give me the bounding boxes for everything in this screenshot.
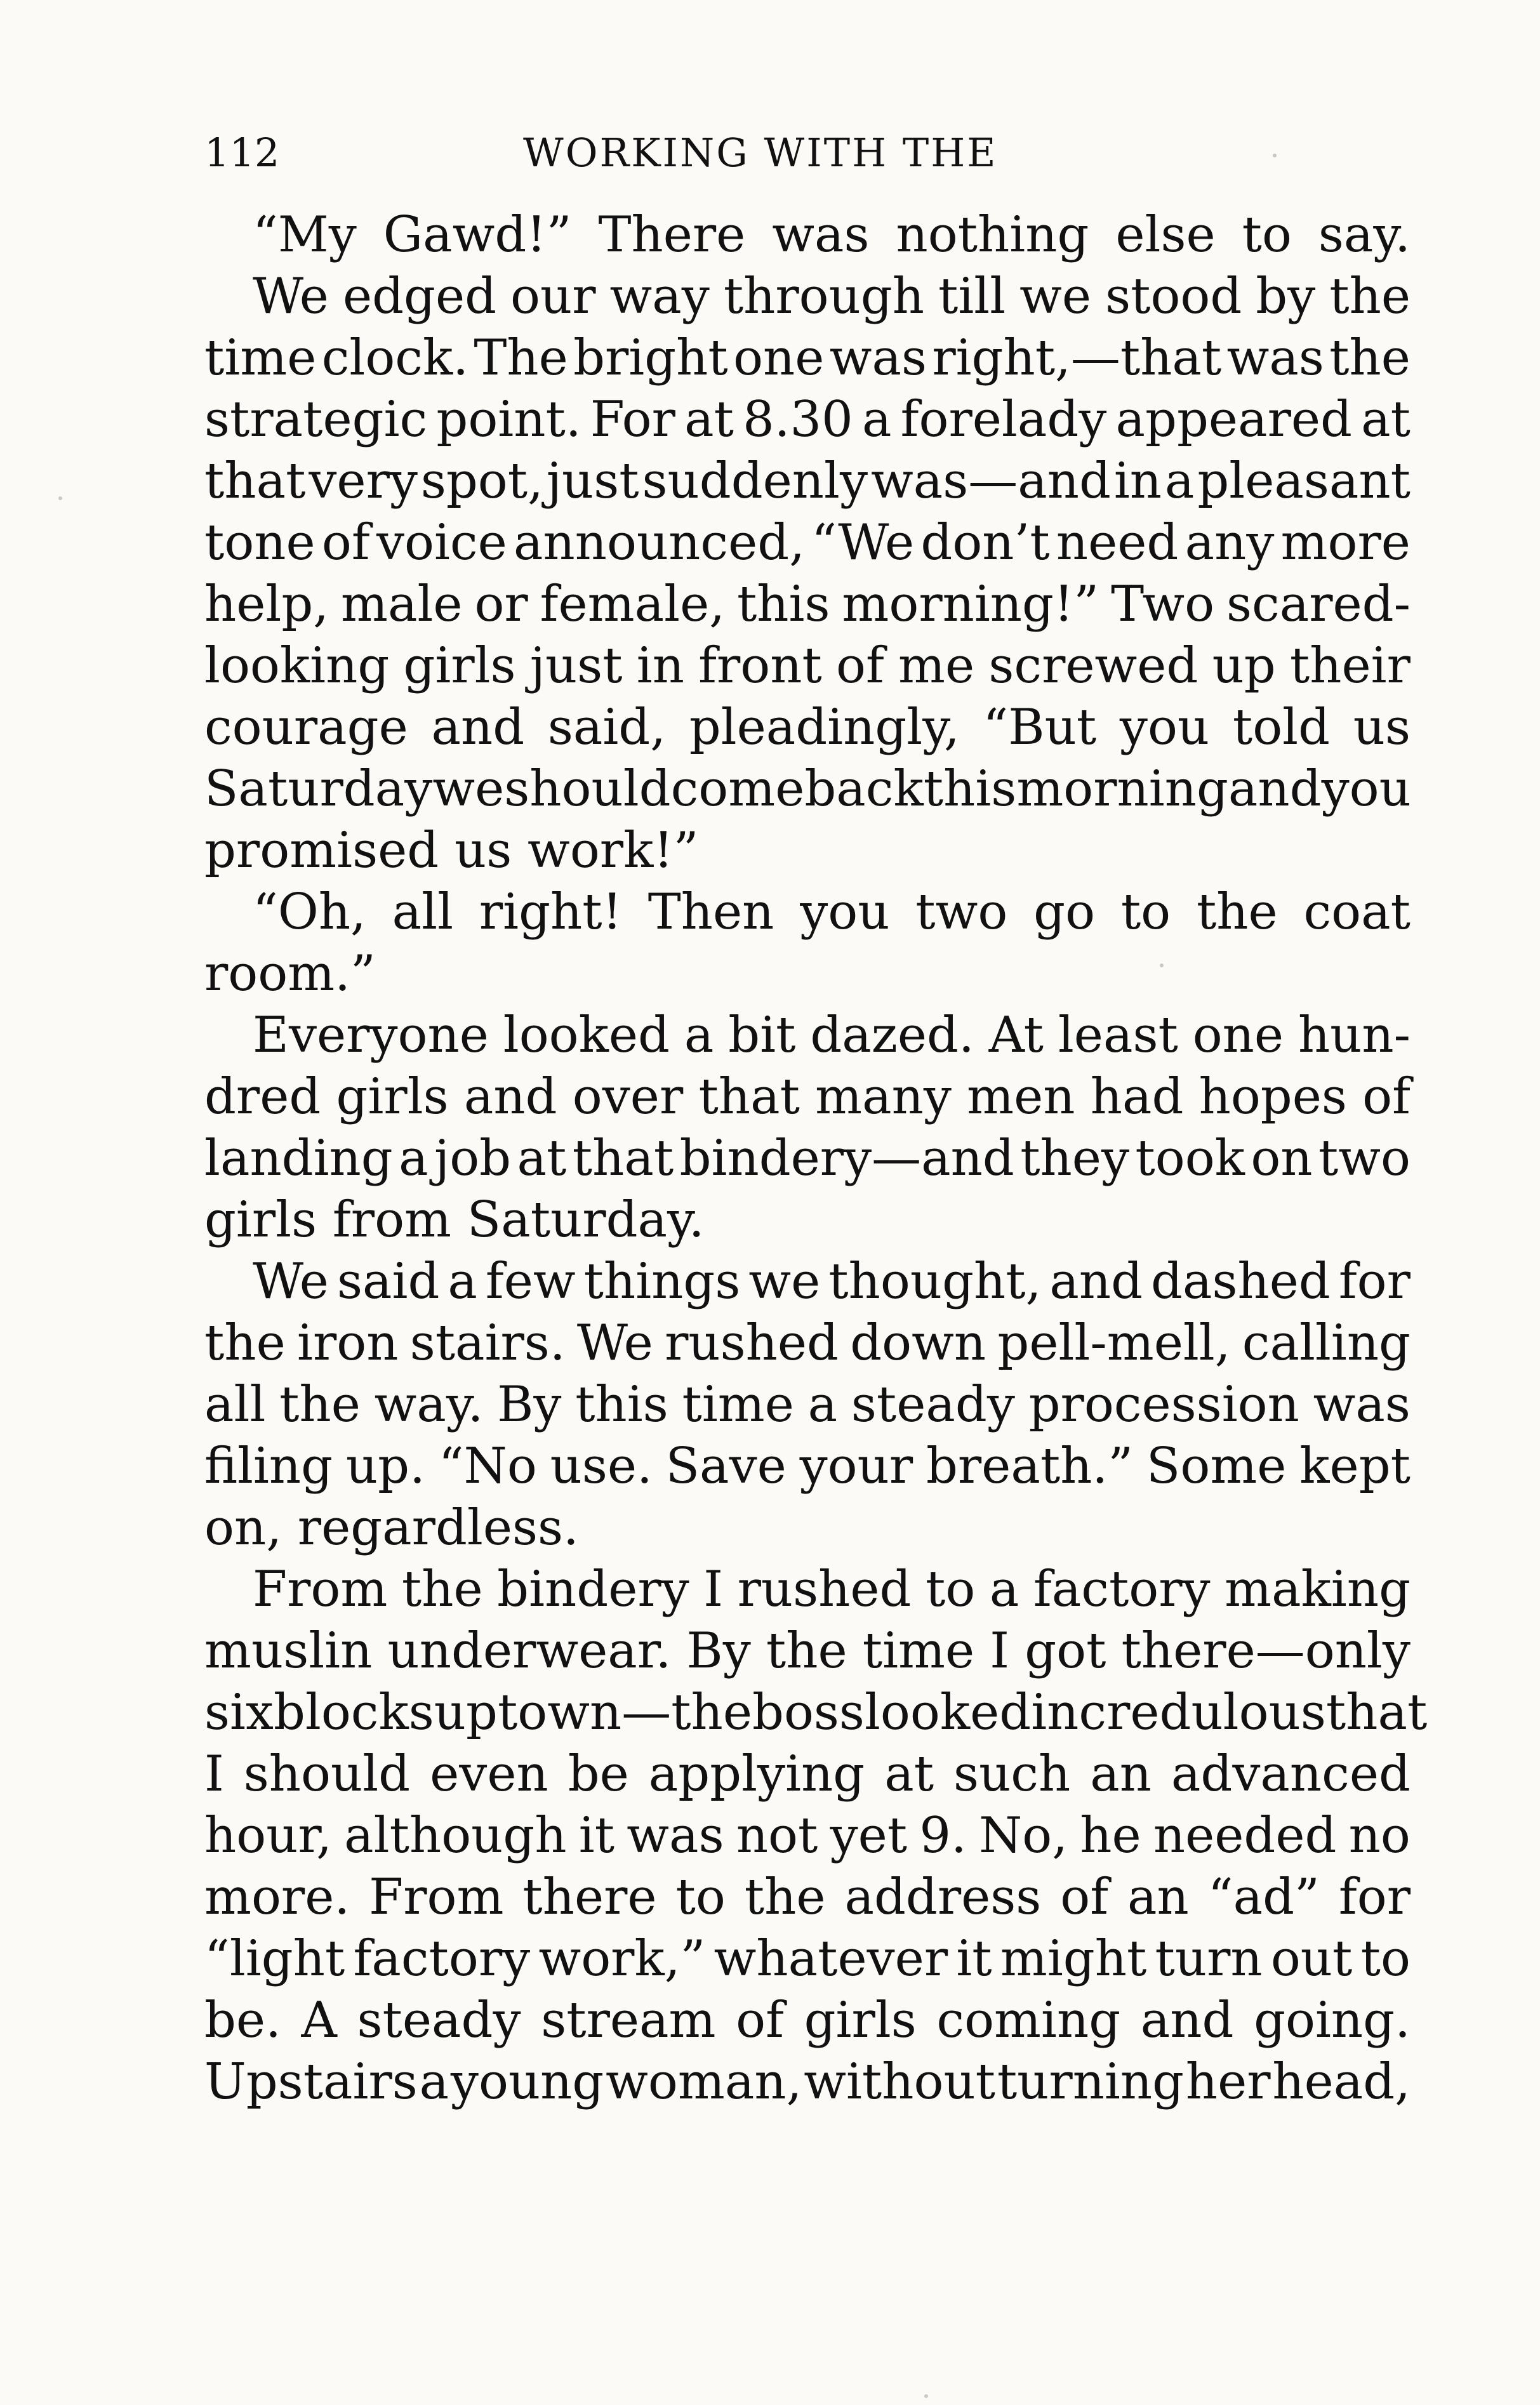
word: in [636, 637, 684, 694]
word: her [1185, 2053, 1271, 2110]
word: the [1329, 329, 1411, 387]
word: got [1025, 1622, 1106, 1680]
word: head, [1272, 2053, 1411, 2110]
text-line [204, 2051, 1411, 2113]
word: else [1115, 206, 1216, 263]
word: for [1338, 1253, 1411, 1310]
word: pleadingly, [689, 699, 960, 756]
text-line: girls from Saturday. [204, 1191, 705, 1249]
text-line [204, 574, 1411, 635]
word: go [1033, 884, 1096, 941]
word: took [1135, 1130, 1245, 1187]
word: at [1361, 391, 1411, 448]
word: that [204, 453, 306, 510]
word: things [583, 1253, 741, 1310]
word: to [1360, 1930, 1411, 1987]
word: of [836, 637, 884, 694]
word: should [243, 1746, 411, 1803]
word: it [956, 1930, 992, 1987]
word: By [497, 1376, 562, 1433]
word: of [1060, 1869, 1109, 1926]
paper-speck [58, 496, 62, 500]
text-line [204, 1374, 1411, 1436]
word: very [309, 453, 418, 510]
word: time [862, 1622, 975, 1680]
word: to [675, 1869, 726, 1926]
word: filing [204, 1438, 333, 1495]
word: bright [573, 329, 728, 387]
word: edged [342, 268, 497, 325]
text-line [204, 451, 1411, 512]
text-line [204, 1867, 1411, 1928]
word: two [915, 884, 1008, 941]
word: right,—that [932, 329, 1222, 387]
word: the [744, 1869, 826, 1926]
word: “ad” [1207, 1869, 1320, 1926]
text-line: on, regardless. [204, 1499, 579, 1556]
text-line [204, 204, 1411, 266]
word: many [815, 1068, 952, 1125]
word: factory [1033, 1561, 1211, 1618]
word: on [1251, 1130, 1313, 1187]
word: few [485, 1253, 576, 1310]
word: coat [1303, 884, 1411, 941]
word: Upstairs [204, 2053, 418, 2110]
word: was [829, 329, 927, 387]
word: coming [936, 1992, 1121, 2049]
word: landing [204, 1130, 393, 1187]
word: you [1321, 760, 1411, 818]
word: all [392, 884, 454, 941]
word: “No [438, 1438, 537, 1495]
running-head: WORKING WITH THE [523, 129, 998, 176]
word: 9. [919, 1807, 967, 1864]
text-line [204, 1928, 1411, 1990]
word: male [340, 576, 463, 633]
word: no [1348, 1807, 1411, 1864]
word: us [1353, 699, 1411, 756]
word: breath.” [926, 1438, 1134, 1495]
word: help, [204, 576, 329, 633]
word: needed [1153, 1807, 1337, 1864]
word: turn [1155, 1930, 1263, 1987]
word: come [670, 760, 805, 818]
word: a [807, 1376, 838, 1433]
word: just [529, 637, 623, 694]
word: although [344, 1807, 567, 1864]
word: going. [1254, 1992, 1411, 2049]
word: and [431, 699, 525, 756]
word: I [990, 1622, 1010, 1680]
word: We [576, 1315, 653, 1372]
word: even [430, 1746, 548, 1803]
word: that [572, 1130, 674, 1187]
text-line [204, 1682, 1428, 1744]
word: of [321, 514, 370, 571]
word: said, [547, 699, 667, 756]
word: 8.30 [743, 391, 853, 448]
word: at [517, 1130, 567, 1187]
text-line [204, 1128, 1411, 1189]
word: till [938, 268, 1006, 325]
word: pell-mell, [997, 1315, 1231, 1372]
word: I [703, 1561, 724, 1618]
word: men [967, 1068, 1075, 1125]
word: girls [336, 1068, 449, 1125]
word: there—only [1121, 1622, 1411, 1680]
text-line [204, 1559, 1411, 1620]
word: the [766, 1622, 847, 1680]
word: a [1164, 453, 1195, 510]
text-line [204, 1990, 1411, 2051]
text-line [204, 635, 1411, 697]
word: of [736, 1992, 784, 2049]
text-line [204, 512, 1411, 574]
word: Save [665, 1438, 787, 1495]
word: bindery—and [679, 1130, 1014, 1187]
word: they [1020, 1130, 1130, 1187]
word: a [861, 391, 892, 448]
word: announced, [513, 514, 805, 571]
page-number: 112 [204, 129, 280, 176]
text-line [204, 1005, 1411, 1066]
word: There [598, 206, 746, 263]
word: I [204, 1746, 224, 1803]
word: over [572, 1068, 684, 1125]
word: The [474, 329, 568, 387]
word: hopes [1198, 1068, 1347, 1125]
word: this [923, 760, 1017, 818]
text-line [204, 882, 1411, 943]
word: calling [1242, 1315, 1411, 1372]
word: bindery [497, 1561, 689, 1618]
word: it [578, 1807, 615, 1864]
word: “My [253, 206, 357, 263]
word: that [698, 1068, 800, 1125]
word: No, [979, 1807, 1068, 1864]
body-text [204, 204, 1428, 2113]
word: their [1289, 637, 1411, 694]
text-line [204, 759, 1411, 820]
word: at [884, 1746, 934, 1803]
word: the [401, 1561, 483, 1618]
word: without [804, 2053, 996, 2110]
word: way. [374, 1376, 484, 1433]
word: morning!” [842, 576, 1099, 633]
word: more [1280, 514, 1411, 571]
word: At [988, 1007, 1044, 1064]
word: yet [830, 1807, 908, 1864]
word: to [1242, 206, 1292, 263]
word: stream [541, 1992, 716, 2049]
word: time [682, 1376, 794, 1433]
word: stairs. [409, 1315, 566, 1372]
word: such [953, 1746, 1071, 1803]
word: up [1212, 637, 1276, 694]
word: at [684, 391, 734, 448]
word: incredulous [1031, 1684, 1326, 1741]
word: we [748, 1253, 821, 1310]
word: not [736, 1807, 818, 1864]
word: looking [204, 637, 390, 694]
word: a [989, 1561, 1019, 1618]
word: factory [353, 1930, 531, 1987]
word: you [800, 884, 890, 941]
word: rushed [665, 1315, 839, 1372]
word: By [686, 1622, 751, 1680]
word: use. [550, 1438, 653, 1495]
text-line [204, 697, 1411, 759]
word: tone [204, 514, 315, 571]
word: was [772, 206, 870, 263]
word: way [609, 268, 710, 325]
word: work,” [538, 1930, 706, 1987]
word: by [1256, 268, 1316, 325]
word: Then [647, 884, 774, 941]
text-line: promised us work!” [204, 822, 699, 879]
word: forelady [900, 391, 1107, 448]
word: should [504, 760, 671, 818]
word: he [1080, 1807, 1141, 1864]
word: “Oh, [253, 884, 366, 941]
word: voice [376, 514, 507, 571]
word: was [1313, 1376, 1411, 1433]
word: be. [204, 1992, 281, 2049]
word: a [684, 1007, 714, 1064]
word: told [1232, 699, 1331, 756]
word: had [1090, 1068, 1184, 1125]
word: boss [752, 1684, 865, 1741]
word: said [336, 1253, 440, 1310]
word: procession [1028, 1376, 1299, 1433]
word: Gawd!” [383, 206, 572, 263]
word: was—and [870, 453, 1111, 510]
word: a [419, 2053, 449, 2110]
word: nothing [896, 206, 1089, 263]
word: was [1226, 329, 1324, 387]
word: For [590, 391, 675, 448]
word: making [1225, 1561, 1411, 1618]
word: underwear. [387, 1622, 672, 1680]
word: scared- [1226, 576, 1411, 633]
text-line [204, 1436, 1411, 1497]
word: this [736, 576, 830, 633]
word: dashed [1151, 1253, 1331, 1310]
word: and [1140, 1992, 1234, 2049]
word: back [804, 760, 924, 818]
word: Everyone [253, 1007, 489, 1064]
word: suddenly [642, 453, 868, 510]
word: hour, [204, 1807, 332, 1864]
word: spot, [420, 453, 543, 510]
word: “We [811, 514, 915, 571]
word: We [253, 268, 329, 325]
word: in [1113, 453, 1162, 510]
word: six [204, 1684, 274, 1741]
word: applying [648, 1746, 865, 1803]
text-line [204, 1620, 1411, 1682]
word: Two [1111, 576, 1215, 633]
word: need [1056, 514, 1179, 571]
word: hun- [1298, 1007, 1411, 1064]
word: up. [345, 1438, 425, 1495]
word: might [1000, 1930, 1147, 1987]
word: A [301, 1992, 337, 2049]
text-line [204, 266, 1411, 328]
word: Some [1146, 1438, 1287, 1495]
word: dred [204, 1068, 321, 1125]
word: an [1090, 1746, 1152, 1803]
word: the [1196, 884, 1278, 941]
word: kept [1299, 1438, 1411, 1495]
word: steady [851, 1376, 1015, 1433]
word: to [1120, 884, 1171, 941]
word: any [1185, 514, 1275, 571]
paper-speck [1273, 154, 1277, 157]
word: Saturday [204, 760, 433, 818]
word: courage [204, 699, 408, 756]
word: least [1058, 1007, 1178, 1064]
word: the [1329, 268, 1411, 325]
word: girls [804, 1992, 917, 2049]
word: “But [983, 699, 1097, 756]
word: From [253, 1561, 388, 1618]
text-line [204, 1251, 1411, 1313]
word: young [450, 2053, 604, 2110]
word: dazed. [810, 1007, 974, 1064]
word: uptown—the [434, 1684, 753, 1741]
word: female, [540, 576, 726, 633]
word: and [1049, 1253, 1143, 1310]
word: was [627, 1807, 724, 1864]
word: just [546, 453, 639, 510]
word: we [432, 760, 505, 818]
paper-speck [924, 2394, 928, 2398]
word: one [733, 329, 825, 387]
word: iron [297, 1315, 399, 1372]
word: or [474, 576, 528, 633]
text-line [204, 328, 1411, 389]
text-line [204, 1805, 1411, 1867]
word: looked [864, 1684, 1032, 1741]
word: me [898, 637, 975, 694]
word: more. [204, 1869, 350, 1926]
word: the [279, 1376, 361, 1433]
word: From [369, 1869, 504, 1926]
word: that [1325, 1684, 1428, 1741]
word: stood [1105, 268, 1242, 325]
word: a [448, 1253, 477, 1310]
word: a [399, 1130, 428, 1187]
word: two [1318, 1130, 1411, 1187]
word: clock. [321, 329, 469, 387]
word: rushed [737, 1561, 912, 1618]
word: morning [1016, 760, 1228, 818]
word: your [799, 1438, 913, 1495]
word: whatever [714, 1930, 948, 1987]
word: of [1362, 1068, 1411, 1125]
word: right! [479, 884, 622, 941]
word: out [1270, 1930, 1353, 1987]
word: you [1119, 699, 1210, 756]
word: the [204, 1315, 286, 1372]
word: blocks [273, 1684, 434, 1741]
word: steady [357, 1992, 521, 2049]
word: down [850, 1315, 986, 1372]
word: job [434, 1130, 512, 1187]
word: thought, [828, 1253, 1042, 1310]
word: front [698, 637, 822, 694]
text-line [204, 1313, 1411, 1374]
word: point. [436, 391, 581, 448]
word: there [522, 1869, 657, 1926]
word: all [204, 1376, 266, 1433]
text-line: room.” [204, 945, 376, 1002]
word: screwed [988, 637, 1198, 694]
paper-speck [1160, 964, 1164, 967]
word: our [510, 268, 596, 325]
word: muslin [204, 1622, 373, 1680]
word: “light [204, 1930, 345, 1987]
word: time [204, 329, 317, 387]
word: advanced [1171, 1746, 1411, 1803]
word: woman, [606, 2053, 802, 2110]
word: and [463, 1068, 557, 1125]
word: address [844, 1869, 1042, 1926]
word: an [1127, 1869, 1189, 1926]
word: for [1338, 1869, 1411, 1926]
word: strategic [204, 391, 428, 448]
word: this [575, 1376, 668, 1433]
word: bit [728, 1007, 796, 1064]
word: and [1228, 760, 1322, 818]
word: we [1019, 268, 1092, 325]
word: to [926, 1561, 976, 1618]
text-line [204, 389, 1411, 451]
word: through [723, 268, 925, 325]
word: We [253, 1253, 329, 1310]
word: turning [997, 2053, 1185, 2110]
word: pleasant [1197, 453, 1411, 510]
word: don’t [920, 514, 1050, 571]
text-line [204, 1744, 1411, 1805]
word: looked [503, 1007, 670, 1064]
page-header [204, 124, 1411, 182]
word: say. [1318, 206, 1411, 263]
text-line [204, 1066, 1411, 1128]
word: girls [403, 637, 516, 694]
word: be [568, 1746, 629, 1803]
word: one [1192, 1007, 1284, 1064]
word: appeared [1115, 391, 1352, 448]
